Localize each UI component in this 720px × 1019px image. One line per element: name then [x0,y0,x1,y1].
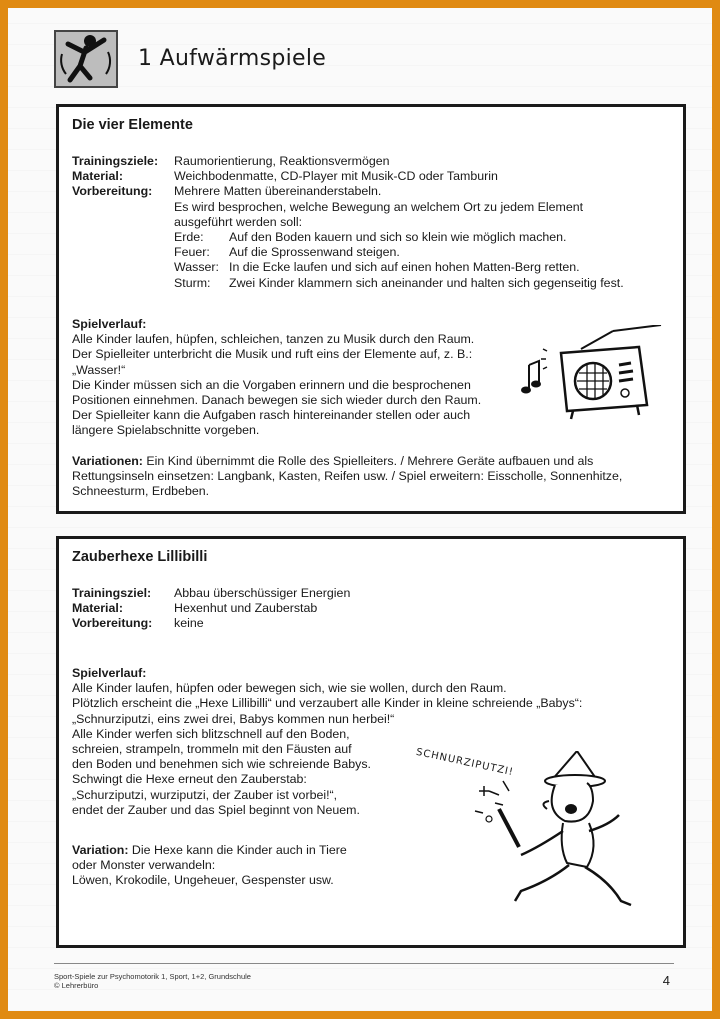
element-name: Feuer: [174,245,210,260]
section-heading: Spielverlauf: [72,666,147,680]
prep-line: ausgeführt werden soll: [174,214,303,229]
speech-text: SCHNURZIPUTZI! [414,746,515,779]
game-info-grid [72,154,624,291]
variationen-section [72,454,672,500]
text-line: Schwingt die Hexe erneut den Zauberstab: [72,772,307,787]
element-desc: Auf den Boden kauern und sich so klein wie möglich machen. [229,230,567,245]
info-label: Material: [72,169,123,184]
page-number: 4 [662,973,670,988]
game-card-zauberhexe [56,536,686,948]
footer-source [54,972,251,990]
game-title: Die vier Elemente [72,117,193,133]
text-line: schreien, strampeln, trommeln mit den Fäusten auf [72,742,352,757]
text-line: Alle Kinder laufen, hüpfen, schleichen, tanzen zu Musik durch den Raum. [72,332,475,347]
text-line: „Wasser!“ [72,362,126,377]
text-line: Der Spielleiter unterbricht die Musik und ruft eins der Elemente auf, z. B.: [72,347,473,362]
section-heading: Variationen: [72,454,143,468]
text-line: oder Monster verwandeln: [72,858,216,873]
section-heading: Spielverlauf: [72,317,147,331]
text-line: endet der Zauber und das Spiel beginnt von Neuem. [72,802,360,817]
info-value: Weichbodenmatte, CD-Player mit Musik-CD oder Tamburin [174,169,498,184]
text-line: Der Spielleiter kann die Aufgaben rasch hintereinander stellen oder auch [72,408,471,423]
section-heading: Variation: [72,843,129,857]
text-line: den Boden und benehmen sich wie schreiende Babys. [72,757,371,772]
element-name: Erde: [174,230,204,245]
spielverlauf-section [72,317,481,439]
text-line: Alle Kinder werfen sich blitzschnell auf den Boden, [72,726,350,741]
info-value: Raumorientierung, Reaktionsvermögen [174,154,390,168]
game-card-vier-elemente [56,104,686,514]
info-value: Mehrere Matten übereinanderstabeln. [174,184,382,199]
element-desc: In die Ecke laufen und sich auf einen hohen Matten-Berg retten. [229,260,580,275]
game-info-grid [72,586,350,632]
info-label: Trainingsziele: [72,154,159,168]
text-line: längere Spielabschnitte vorgeben. [72,423,260,438]
element-desc: Auf die Sprossenwand steigen. [229,245,400,260]
worksheet-page [8,8,712,1011]
info-label: Trainingsziel: [72,586,152,600]
text-line: Plötzlich erscheint die „Hexe Lillibilli“ und verzaubert alle Kinder in kleine schreiende „Babys“: [72,696,583,711]
page-footer [54,963,674,990]
running-witch-with-wand-icon [459,751,659,926]
radio-with-music-notes-icon [521,325,671,430]
text-line: Die Kinder müssen sich an die Vorgaben erinnern und die besprochenen [72,377,471,392]
text-line: „Schnurziputzi, eins zwei drei, Babys kommen nun herbei!“ [72,711,395,726]
footer-line: Sport-Spiele zur Psychomotorik 1, Sport, 1+2, Grundschule [54,972,251,981]
text-line: „Schurziputzi, wurziputzi, der Zauber ist vorbei!“, [72,787,338,802]
text-line: Löwen, Krokodile, Ungeheuer, Gespenster usw. [72,873,334,888]
element-desc: Zwei Kinder klammern sich aneinander und halten sich gegenseitig fest. [229,275,624,290]
game-title: Zauberhexe Lillibilli [72,549,208,565]
elements-list [174,230,624,291]
text-line: Die Hexe kann die Kinder auch in Tiere [131,843,347,857]
prep-line: Es wird besprochen, welche Bewegung an welchem Ort zu jedem Element [174,199,584,214]
footer-line: © Lehrerbüro [54,981,99,990]
element-name: Sturm: [174,275,211,290]
info-label: Vorbereitung: [72,616,153,631]
info-label: Material: [72,601,123,616]
info-label: Vorbereitung: [72,184,153,199]
chapter-title: 1 Aufwärmspiele [138,46,327,71]
info-value: Hexenhut und Zauberstab [174,601,318,616]
info-value: Abbau überschüssiger Energien [174,586,351,600]
text-line: Alle Kinder laufen, hüpfen oder bewegen sich, wie sie wollen, durch den Raum. [72,681,507,696]
exercising-person-icon [54,30,118,88]
variationen-text: Ein Kind übernimmt die Rolle des Spielleiters. / Mehrere Geräte aufbauen und als Rettungsinseln einsetzen: Langbank, Kasten, Reifen usw. / Spiel erweitern: Eisscholle, Sonnenhitze, Schneesturm, Erdbeben. [72,454,623,499]
element-name: Wasser: [174,260,219,275]
variation-section [72,843,347,889]
text-line: Positionen einnehmen. Danach bewegen sie sich wieder durch den Raum. [72,393,482,408]
info-value: keine [174,616,204,631]
